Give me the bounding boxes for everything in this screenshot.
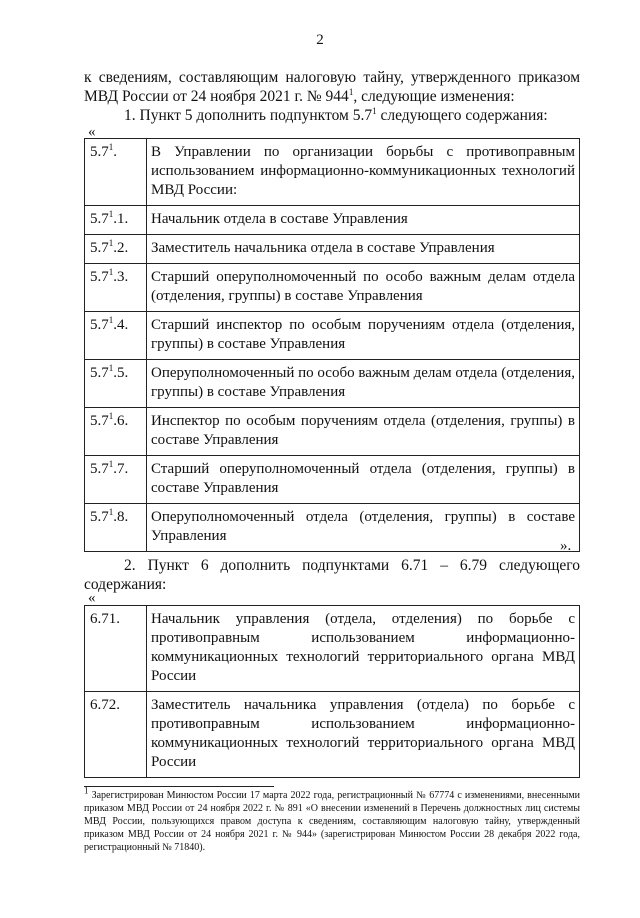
row-number	[85, 408, 147, 456]
row-number-sup: 1	[108, 267, 114, 277]
close-quote: ».	[560, 538, 572, 554]
intro-line-1: к сведениям, составляющим налоговую тайну, утвержденного приказом	[84, 69, 580, 86]
table-row	[85, 264, 580, 312]
item-2-line-1: 2. Пункт 6 дополнить подпунктами 6.71 – 6.79 следующего	[124, 557, 580, 574]
subitems-table-5-7	[84, 138, 580, 552]
row-number-sup: 1	[108, 209, 114, 219]
row-number-base: 5.7	[90, 461, 109, 477]
row-number	[85, 360, 147, 408]
row-number	[85, 456, 147, 504]
table-row	[85, 206, 580, 235]
page-number: 2	[316, 32, 324, 48]
row-text: Старший оперуполномоченный отдела (отделения, группы) в составе Управления	[147, 456, 580, 504]
row-number-suffix: .5.	[113, 365, 129, 381]
table-row	[85, 408, 580, 456]
row-number-base: 5.7	[90, 365, 109, 381]
row-number: 6.72.	[85, 692, 147, 778]
row-number	[85, 139, 147, 206]
open-quote: «	[88, 124, 96, 140]
footnote-ref: 1	[348, 86, 354, 97]
subitems-table-6	[84, 605, 580, 778]
row-number-sup: 1	[108, 459, 114, 469]
row-number	[85, 264, 147, 312]
item-1-heading	[84, 106, 580, 125]
row-number-suffix: .8.	[113, 509, 129, 525]
row-number-suffix: .2.	[113, 240, 129, 256]
row-number-sup: 1	[108, 142, 114, 152]
row-number-base: 5.7	[90, 317, 109, 333]
table-row	[85, 139, 580, 206]
row-number-suffix: .1.	[113, 211, 129, 227]
row-text: Оперуполномоченный по особо важным делам отдела (отделения, группы) в составе Управления	[147, 360, 580, 408]
row-text: Заместитель начальника отдела в составе Управления	[147, 235, 580, 264]
row-number-sup: 1	[108, 315, 114, 325]
footnote	[84, 785, 581, 854]
row-number-sup: 1	[108, 507, 114, 517]
row-number-suffix: .6.	[113, 413, 129, 429]
table-row	[85, 235, 580, 264]
row-number: 6.71.	[85, 606, 147, 692]
row-number-sup: 1	[108, 363, 114, 373]
row-number	[85, 235, 147, 264]
row-number-suffix: .	[113, 144, 117, 160]
open-quote-2: «	[88, 590, 96, 606]
row-number-base: 5.7	[90, 413, 109, 429]
row-number-suffix: .7.	[113, 461, 129, 477]
row-text: Начальник управления (отдела, отделения) по борьбе с противоправным использованием информационно-коммуникационных технологий территориального органа МВД России	[147, 606, 580, 692]
row-number-sup: 1	[108, 238, 114, 248]
table-row	[85, 504, 580, 552]
row-number	[85, 504, 147, 552]
row-number-base: 5.7	[90, 144, 109, 160]
intro-line-2-tail: , следующие изменения:	[353, 88, 515, 105]
row-text: Начальник отдела в составе Управления	[147, 206, 580, 235]
row-text: Старший оперуполномоченный по особо важным делам отдела (отделения, группы) в составе Управления	[147, 264, 580, 312]
row-text: Заместитель начальника управления (отдела) по борьбе с противоправным использованием информационно-коммуникационных технологий территориального органа МВД России	[147, 692, 580, 778]
table-row	[85, 606, 580, 692]
row-text: Старший инспектор по особым поручениям отдела (отделения, группы) в составе Управления	[147, 312, 580, 360]
table-row	[85, 456, 580, 504]
row-number-suffix: .3.	[113, 269, 129, 285]
row-number-base: 5.7	[90, 211, 109, 227]
footnote-divider	[84, 786, 274, 787]
row-text: Оперуполномоченный отдела (отделения, группы) в составе Управления	[147, 504, 580, 552]
intro-line-2	[84, 87, 580, 106]
item-1-sup: 1	[372, 105, 377, 116]
row-number	[85, 312, 147, 360]
row-text: Инспектор по особым поручениям отдела (отделения, группы) в составе Управления	[147, 408, 580, 456]
intro-line-2-text: МВД России от 24 ноября 2021 г. № 944	[84, 88, 349, 105]
item-1-text: 1. Пункт 5 дополнить подпунктом 5.7	[124, 107, 373, 124]
item-2-line-2: содержания:	[84, 576, 167, 593]
footnote-marker: 1	[84, 785, 89, 796]
row-text: В Управлении по организации борьбы с противоправным использованием информационно-коммуникационных технологий МВД России:	[147, 139, 580, 206]
item-2-paragraph	[84, 556, 580, 594]
row-number-base: 5.7	[90, 269, 109, 285]
row-number-suffix: .4.	[113, 317, 129, 333]
table-row	[85, 360, 580, 408]
item-1-tail: следующего содержания:	[376, 107, 548, 124]
row-number-sup: 1	[108, 411, 114, 421]
row-number	[85, 206, 147, 235]
row-number-base: 5.7	[90, 240, 109, 256]
row-number-base: 5.7	[90, 509, 109, 525]
table-row	[85, 312, 580, 360]
footnote-text: Зарегистрирован Минюстом России 17 марта 2022 года, регистрационный № 67774 с изменениями, внесенными приказом МВД России от 24 ноября 2022 г. № 891 «О внесении изменений в Перечень должностных лиц системы МВД России, пользующихся правом доступа к сведениям, составляющим налоговую тайну, утвержденный приказом МВД России от 24 ноября 2021 г. № 944» (зарегистрирован Минюстом России 28 декабря 2022 года, регистрационный № 71840).	[84, 790, 581, 853]
table-row	[85, 692, 580, 778]
intro-paragraph	[84, 68, 580, 125]
